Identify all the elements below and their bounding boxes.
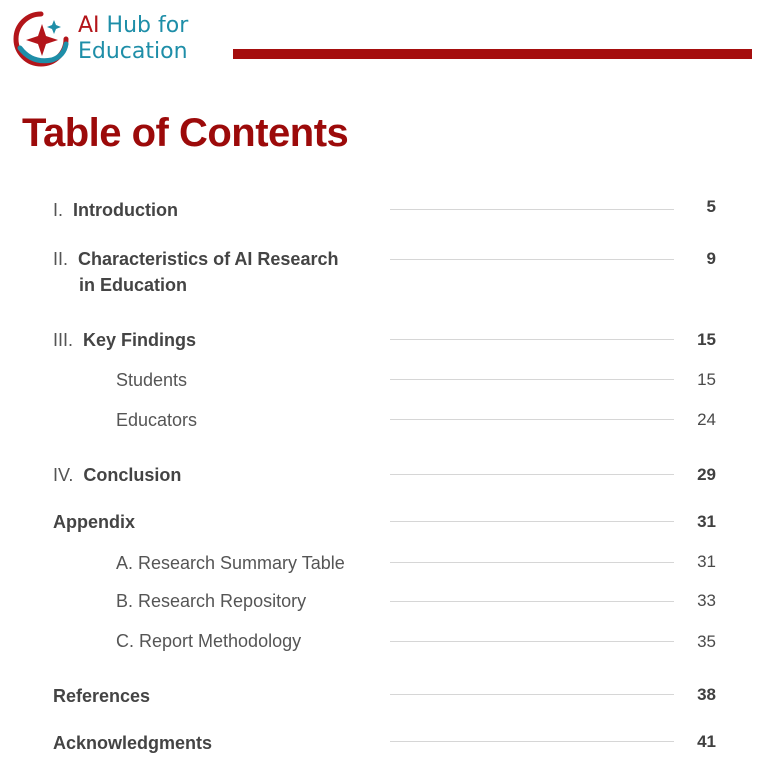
toc-number: IV. [53,465,74,485]
toc-leader-line [390,521,674,522]
toc-leader-line [390,601,674,602]
toc-number: I. [53,200,64,220]
toc-label: B. Research Repository [116,591,307,611]
toc-page-number: 41 [697,732,716,751]
toc-page-number: 15 [697,370,716,389]
toc-page-number: 38 [697,685,716,704]
brand-education: Education [78,39,188,64]
toc-page-number: 31 [697,512,716,531]
toc-leader-line [390,419,674,420]
toc-leader-line [390,209,674,210]
toc-page-number: 35 [697,632,716,651]
toc-label: Educators [116,410,198,430]
toc-label: C. Report Methodology [116,631,302,651]
toc-leader-line [390,641,674,642]
toc-leader-line [390,259,674,260]
toc-label: Students [116,370,188,390]
toc-label: References [53,686,151,706]
toc-page-number: 24 [697,410,716,429]
toc-leader-line [390,339,674,340]
toc-page-number: 9 [706,249,716,268]
toc-page-number: 15 [697,330,716,349]
toc-label: Characteristics of AI Research [78,249,339,269]
toc-page-number: 29 [697,465,716,484]
toc-page-number: 5 [706,197,716,216]
toc-label: Acknowledgments [53,733,213,753]
toc-label: Appendix [53,512,136,532]
page-title: Table of Contents [22,111,349,155]
toc-leader-line [390,379,674,380]
toc-number: II. [53,249,69,269]
toc-number: III. [53,330,74,350]
toc-leader-line [390,741,674,742]
toc-label: Conclusion [83,465,182,485]
toc-label: A. Research Summary Table [116,553,345,573]
toc-page-number: 31 [697,552,716,571]
toc-leader-line [390,562,674,563]
toc-page-number: 33 [697,591,716,610]
toc-leader-line [390,694,674,695]
toc-label: Key Findings [83,330,197,350]
brand-hub-for: Hub for [99,13,189,38]
brand-ai: AI [78,13,100,38]
toc-leader-line [390,474,674,475]
toc-label-continued: in Education [79,275,187,295]
toc-label: Introduction [73,200,178,220]
